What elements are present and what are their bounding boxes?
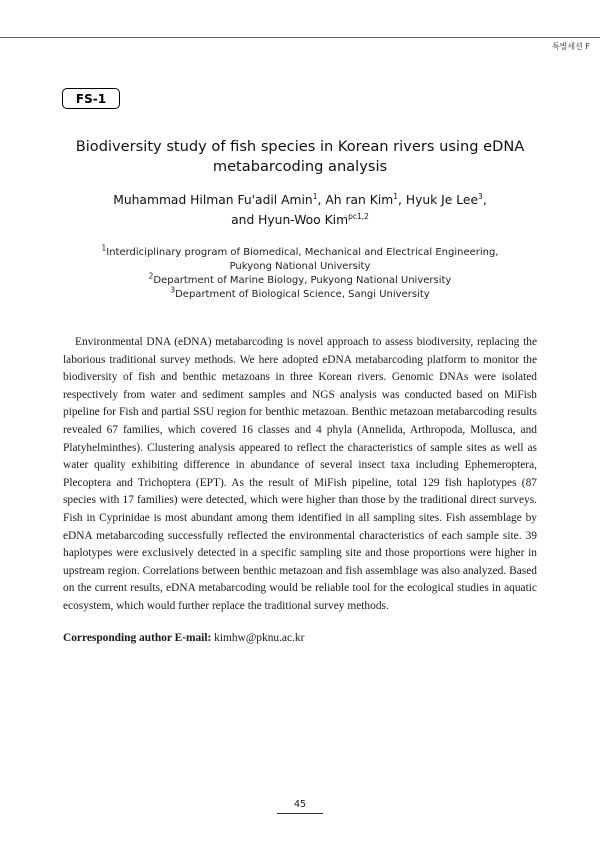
affiliation-line <box>50 243 550 260</box>
author-affiliation-sup: pc1,2 <box>348 211 369 221</box>
corresponding-email: kimhw@pknu.ac.kr <box>214 632 305 644</box>
abstract-text: Environmental DNA (eDNA) metabarcoding is novel approach to assess biodiversity, replacing the laborious traditional survey methods. We here adopted eDNA metabarcoding platform to monitor the biodiversity of fish and benthic metazoans in three Korean rivers. Genomic DNAs were isolated respectively from water and sediment samples and NGS analysis was conducted based on MiFish pipeline for Fish and partial SSU region for benthic metazoan. Benthic metazoan metabarcoding results revealed 67 families, which covered 16 classes and 4 phyla (Annelida, Arthropoda, Mollusca, and Platyhelminthes). Clustering analysis appeared to reflect the characteristics of sample sites as well as water quality exhibiting difference in abundance of several insect taxa including Ephemeroptera, Plecoptera and Trichoptera (EPT). As the result of MiFish pipeline, total 129 fish haplotypes (87 species with 17 families) were detected, which were higher than those by the traditional direct surveys. Fish in Cyprinidae is most abundant among them identified in all sampling sites. Fish assemblage by eDNA metabarcoding successfully reflected the environmental characteristics of each sample site. 39 haplotypes were exclusively detected in a specific sampling site and those proportions were higher in upstream region. Correlations between benthic metazoan and fish assemblage was also analyzed. Based on the current results, eDNA metabarcoding would be reliable tool for the ecological studies in aquatic ecosystem, which would further replace the traditional survey methods. <box>63 336 537 612</box>
author-conjunction: and <box>231 213 259 227</box>
affiliations <box>50 243 550 302</box>
author-name: Hyuk Je Lee <box>405 193 479 207</box>
affiliation-line <box>50 271 550 288</box>
title-line-1: Biodiversity study of fish species in Korean rivers using eDNA <box>75 138 525 155</box>
header-rule <box>0 37 600 38</box>
affiliation-text: Department of Marine Biology, Pukyong National University <box>153 275 452 286</box>
author-name: Ah ran Kim <box>325 193 394 207</box>
affiliation-sup: 2 <box>148 271 154 281</box>
affiliation-line <box>50 285 550 302</box>
paper-title <box>60 137 540 177</box>
author-name: Muhammad Hilman Fu'adil Amin <box>113 193 313 207</box>
affiliation-sup: 1 <box>101 243 107 253</box>
corresponding-label: Corresponding author E-mail: <box>63 632 212 644</box>
session-badge: FS-1 <box>62 88 120 109</box>
title-line-2: metabarcoding analysis <box>212 158 388 175</box>
affiliation-text: Interdiciplinary program of Biomedical, Mechanical and Electrical Engineering, <box>106 247 499 258</box>
author-name: Hyun-Woo Kim <box>258 213 349 227</box>
affiliation-text: Pukyong National University <box>229 261 371 272</box>
page-number-rule <box>277 813 323 814</box>
author-affiliation-sup: 1 <box>393 191 398 201</box>
affiliation-sup: 3 <box>170 285 176 295</box>
affiliation-line <box>50 260 550 274</box>
author-affiliation-sup: 1 <box>312 191 318 201</box>
page-number: 45 <box>293 799 307 810</box>
section-label: 특별세션 F <box>551 42 590 51</box>
corresponding-author <box>63 632 304 644</box>
affiliation-text: Department of Biological Science, Sangi University <box>175 289 430 300</box>
author-list <box>60 190 540 230</box>
author-line-1: Muhammad Hilman Fu'adil Amin$^1$, Ah ran Kim$^1$, Hyuk Je Lee$^3$, <box>113 191 487 207</box>
author-affiliation-sup: 3 <box>478 191 483 201</box>
author-line-2 <box>60 210 540 230</box>
